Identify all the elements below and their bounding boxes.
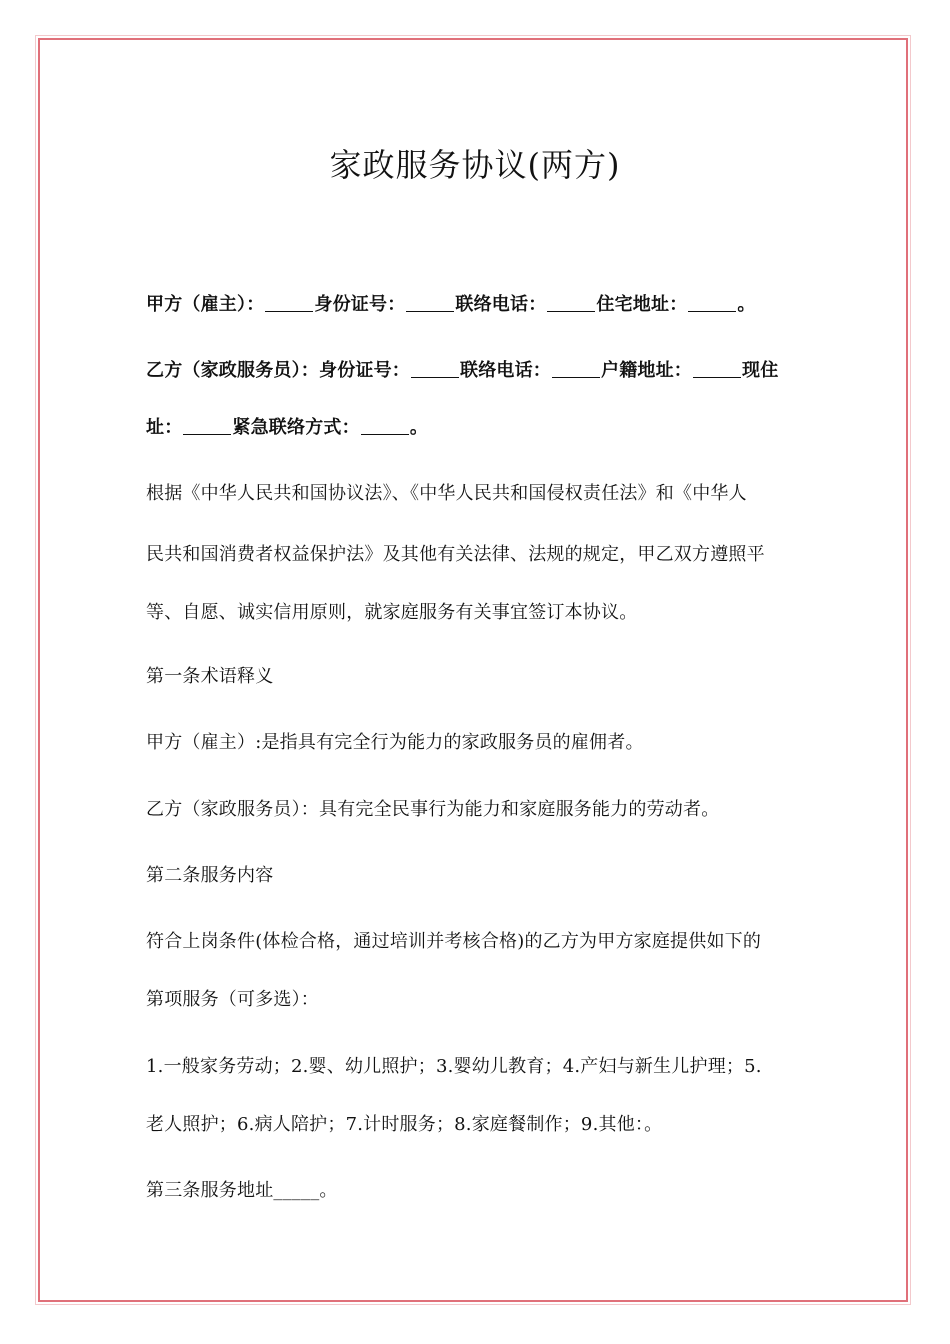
party-a-name-blank[interactable] <box>265 293 313 312</box>
party-b-current-label-2: 址： <box>146 417 183 438</box>
article-1-party-a-definition: 甲方（雇主）:是指具有完全行为能力的家政服务员的雇佣者。 <box>146 732 644 753</box>
party-b-line-1 <box>146 356 816 386</box>
party-a-label: 甲方（雇主）： <box>146 294 265 315</box>
article-1-heading: 第一条术语释义 <box>146 666 274 687</box>
party-b-id-blank[interactable] <box>411 359 459 378</box>
party-b-phone-blank[interactable] <box>552 359 600 378</box>
intro-line-2: 民共和国消费者权益保护法》及其他有关法律、法规的规定，甲乙双方遵照平 <box>146 544 765 565</box>
party-b-household-label: 户籍地址： <box>601 360 692 381</box>
intro-line-1: 根据《中华人民共和国协议法》、《中华人民共和国侵权责任法》和《中华人 <box>146 483 747 504</box>
article-3-heading: 第三条服务地址 <box>146 1180 274 1201</box>
party-b-emergency-blank[interactable] <box>361 416 409 435</box>
party-b-end: 。 <box>409 417 429 438</box>
party-b-emergency-label: 紧急联络方式： <box>232 417 360 438</box>
intro-line-3: 等、自愿、诚实信用原则，就家庭服务有关事宜签订本协议。 <box>146 602 638 623</box>
article-2-line-1: 符合上岗条件(体检合格，通过培训并考核合格)的乙方为甲方家庭提供如下的 <box>146 931 762 952</box>
party-a-address-label: 住宅地址： <box>596 294 688 315</box>
party-b-line-2 <box>146 413 816 443</box>
party-a-id-blank[interactable] <box>406 293 454 312</box>
article-3-address-blank[interactable]: _____ <box>273 1180 320 1201</box>
party-b-phone-label: 联络电话： <box>460 360 551 381</box>
article-2-items-line-2: 老人照护；6.病人陪护；7.计时服务；8.家庭餐制作；9.其他：。 <box>146 1114 663 1135</box>
article-2-line-2: 第项服务（可多选）： <box>146 989 319 1010</box>
party-a-phone-blank[interactable] <box>547 293 595 312</box>
party-a-address-blank[interactable] <box>688 293 736 312</box>
party-a-phone-label: 联络电话： <box>455 294 547 315</box>
party-a-end: 。 <box>737 294 756 315</box>
party-b-label: 乙方（家政服务员）：身份证号： <box>146 360 410 381</box>
party-b-current-blank[interactable] <box>183 416 231 435</box>
article-2-items-line-1: 1.一般家务劳动；2.婴、幼儿照护；3.婴幼儿教育；4.产妇与新生儿护理；5. <box>146 1056 762 1077</box>
party-a-line <box>146 290 816 320</box>
article-2-heading: 第二条服务内容 <box>146 865 274 886</box>
party-a-id-label: 身份证号： <box>314 294 406 315</box>
party-b-household-blank[interactable] <box>693 359 741 378</box>
article-1-party-b-definition: 乙方（家政服务员）：具有完全民事行为能力和家庭服务能力的劳动者。 <box>146 799 720 820</box>
party-b-current-label-1: 现住 <box>742 360 779 381</box>
article-3-line <box>146 1176 816 1206</box>
document-title: 家政服务协议(两方) <box>329 146 621 184</box>
article-3-end: 。 <box>319 1180 338 1201</box>
